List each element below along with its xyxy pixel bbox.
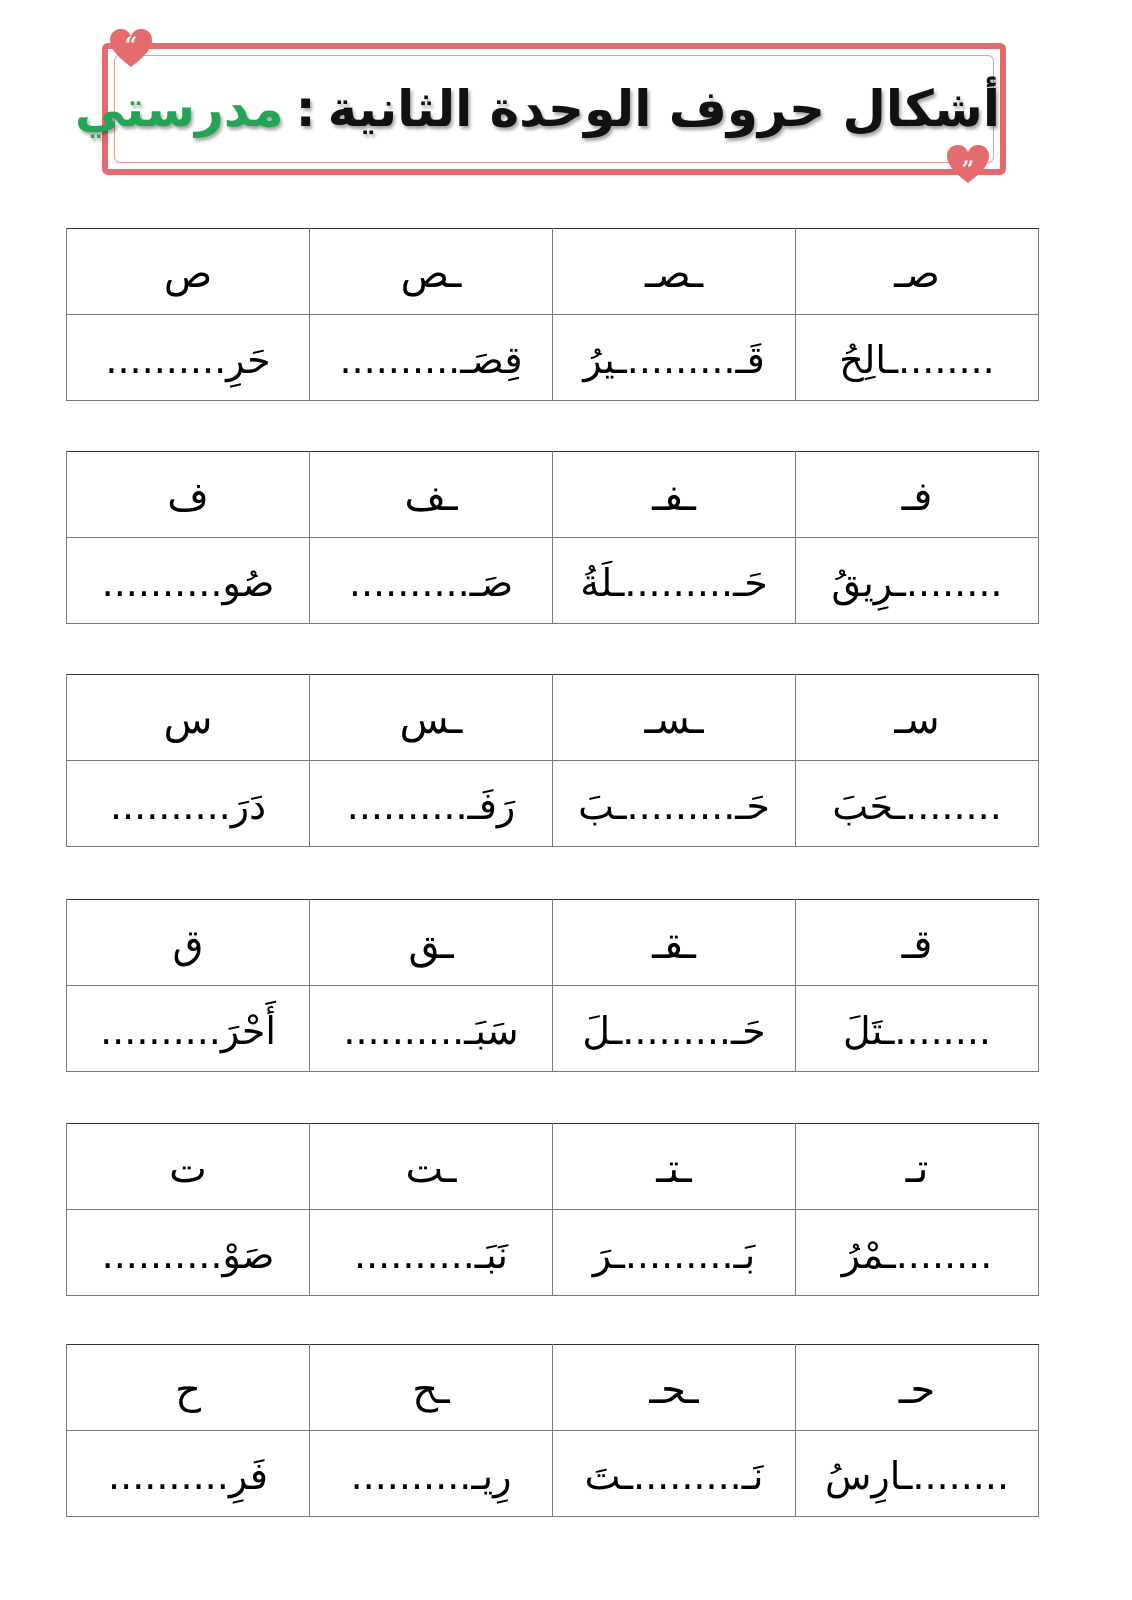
word-fill-blank[interactable]: ........ـرِيقُ [796, 538, 1039, 624]
page-title [74, 79, 1000, 139]
form-final: ـح [310, 1345, 553, 1431]
forms-row [67, 229, 1039, 315]
word-fill-blank[interactable]: حَـ.........ـلَةُ [553, 538, 796, 624]
form-medial: ـتـ [553, 1124, 796, 1210]
word-fill-blank[interactable]: حَـ.........ـبَ [553, 761, 796, 847]
word-fill-blank[interactable]: سَبَـ.......... [310, 986, 553, 1072]
form-medial: ـفـ [553, 452, 796, 538]
form-final: ـت [310, 1124, 553, 1210]
form-medial: ـسـ [553, 675, 796, 761]
form-final: ـس [310, 675, 553, 761]
word-fill-blank[interactable]: أَحْرَ.......... [67, 986, 310, 1072]
form-initial: فـ [796, 452, 1039, 538]
word-fill-blank[interactable]: حَـ.........ـلَ [553, 986, 796, 1072]
form-initial: قـ [796, 900, 1039, 986]
form-isolated: ح [67, 1345, 310, 1431]
form-initial: حـ [796, 1345, 1039, 1431]
title-accent: مدرستي [74, 80, 284, 138]
word-fill-blank[interactable]: دَرَ.......... [67, 761, 310, 847]
word-fill-blank[interactable]: فَرِ.......... [67, 1431, 310, 1517]
forms-row [67, 1345, 1039, 1431]
letter-table-qaf [66, 899, 1039, 1072]
form-final: ـف [310, 452, 553, 538]
title-separator: : [295, 80, 316, 138]
title-banner [74, 43, 1006, 175]
letter-table-sin [66, 674, 1039, 847]
word-fill-blank[interactable]: ........ـتَلَ [796, 986, 1039, 1072]
form-isolated: س [67, 675, 310, 761]
words-row [67, 315, 1039, 401]
form-isolated: ص [67, 229, 310, 315]
form-isolated: ت [67, 1124, 310, 1210]
word-fill-blank[interactable]: صُو.......... [67, 538, 310, 624]
svg-text:“: “ [124, 33, 138, 59]
letter-table-ta [66, 1123, 1039, 1296]
form-medial: ـصـ [553, 229, 796, 315]
form-initial: صـ [796, 229, 1039, 315]
word-fill-blank[interactable]: قِصَـ.......... [310, 315, 553, 401]
word-fill-blank[interactable]: حَرِ.......... [67, 315, 310, 401]
form-isolated: ق [67, 900, 310, 986]
word-fill-blank[interactable]: ........ـالِحُ [796, 315, 1039, 401]
letter-table-ha [66, 1344, 1039, 1517]
form-final: ـق [310, 900, 553, 986]
heart-quote-close-icon [945, 143, 991, 185]
words-row [67, 538, 1039, 624]
forms-row [67, 900, 1039, 986]
word-fill-blank[interactable]: قَـ.........ـيرُ [553, 315, 796, 401]
word-fill-blank[interactable]: ........ـحَبَ [796, 761, 1039, 847]
word-fill-blank[interactable]: ........ـمْرُ [796, 1210, 1039, 1296]
word-fill-blank[interactable]: نَبَـ.......... [310, 1210, 553, 1296]
form-medial: ـحـ [553, 1345, 796, 1431]
form-initial: تـ [796, 1124, 1039, 1210]
words-row [67, 986, 1039, 1072]
svg-text:”: ” [961, 157, 975, 183]
heart-quote-open-icon [108, 27, 154, 69]
form-initial: سـ [796, 675, 1039, 761]
letter-table-fa [66, 451, 1039, 624]
letter-table-sad [66, 228, 1039, 401]
word-fill-blank[interactable]: بَـ.........ـرَ [553, 1210, 796, 1296]
form-final: ـص [310, 229, 553, 315]
form-isolated: ف [67, 452, 310, 538]
word-fill-blank[interactable]: نَـ.........ـتَ [553, 1431, 796, 1517]
word-fill-blank[interactable]: ........ـارِسُ [796, 1431, 1039, 1517]
word-fill-blank[interactable]: صَـ.......... [310, 538, 553, 624]
form-medial: ـقـ [553, 900, 796, 986]
word-fill-blank[interactable]: رَفَـ.......... [310, 761, 553, 847]
words-row [67, 761, 1039, 847]
words-row [67, 1210, 1039, 1296]
forms-row [67, 1124, 1039, 1210]
title-main: أشكال حروف الوحدة الثانية [327, 80, 1000, 138]
words-row [67, 1431, 1039, 1517]
forms-row [67, 452, 1039, 538]
word-fill-blank[interactable]: صَوْ.......... [67, 1210, 310, 1296]
forms-row [67, 675, 1039, 761]
word-fill-blank[interactable]: رِيـ.......... [310, 1431, 553, 1517]
